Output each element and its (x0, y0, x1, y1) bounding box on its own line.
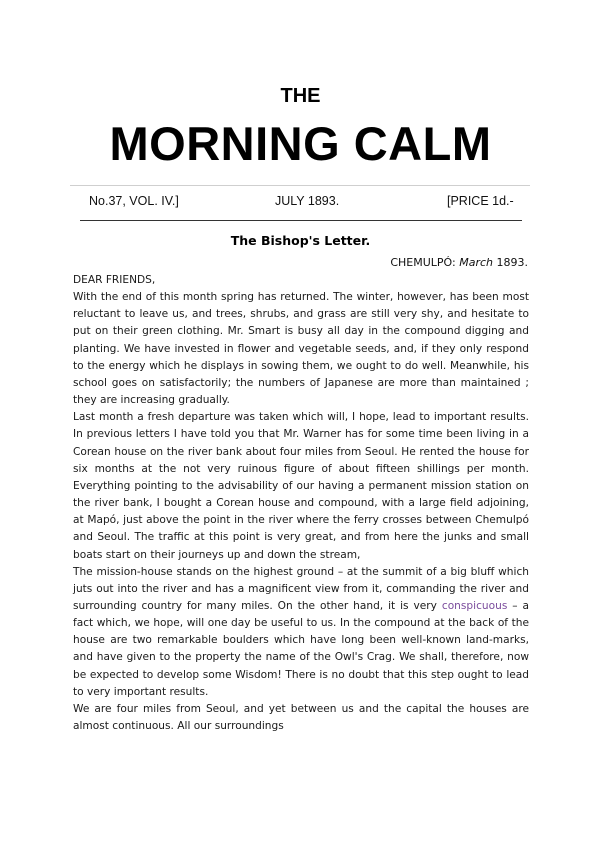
letter-body (73, 272, 529, 735)
paragraph-2: Last month a fresh departure was taken which will, I hope, lead to important results. In previous letters I have told you that Mr. Warner has for some time been living in a Corean house on the river bank about four miles from Seoul. He rented the house for six months at the not very ruinous figure of about fifteen shillings per month. Everything pointing to the advisability of our having a permanent mission station on the river bank, I bought a Corean house and compound, with a large field adjoining, at Mapó, just above the point in the river where the ferry crosses between Chemulpó and Seoul. The traffic at this point is very great, and from here the junks and small boats start on their journeys up and down the stream, (73, 411, 529, 561)
paragraph-3-part-b: – a fact which, we hope, will one day be useful to us. In the compound at the back of the house are two remarkable boulders which have long been well-known land-marks, and have given to the property the name of the Owl's Crag. We shall, therefore, now be expected to develop some Wisdom! There is no doubt that this step ought to lead to very important results. (73, 599, 530, 698)
masthead-the: THE (280, 85, 321, 107)
bottom-divider (80, 220, 522, 221)
paragraph-3 (73, 564, 529, 701)
issue-date: JULY 1893. (275, 194, 340, 208)
masthead-title: MORNING CALM (109, 117, 492, 170)
salutation: DEAR FRIENDS, (73, 274, 156, 286)
paragraph-1: With the end of this month spring has returned. The winter, however, has been most reluctant to leave us, and trees, shrubs, and grass are still very shy, and hesitate to put on their green clothing. Mr. Smart is busy all day in the compound digging and planting. We have invested in flower and vegetable seeds, and, if they only respond to the energy which he displays in sowing them, we ought to do well. Meanwhile, his school goes on satisfactorily; the numbers of Japanese are more than maintained ; they are increasing gradually. (73, 291, 529, 407)
letter-title: The Bishop's Letter. (230, 233, 371, 248)
issue-price: [PRICE 1d.- (447, 194, 514, 208)
paragraph-3-part-a: The mission-house stands on the highest ground – at the summit of a big bluff which juts out into the river and has a magnificent view from it, commanding the river and surrounding country for many miles. On the other hand, it is very (73, 565, 529, 612)
issue-number: No.37, VOL. IV.] (89, 194, 179, 208)
conspicuous-link[interactable]: conspicuous (441, 599, 508, 612)
paragraph-4: We are four miles from Seoul, and yet between us and the capital the houses are almost continuous. All our surroundings (73, 702, 529, 733)
dateline-place: CHEMULPÓ: (390, 256, 456, 269)
dateline-year: 1893. (496, 256, 528, 269)
dateline (390, 256, 528, 269)
top-divider (70, 185, 530, 186)
dateline-month: March (459, 256, 493, 269)
